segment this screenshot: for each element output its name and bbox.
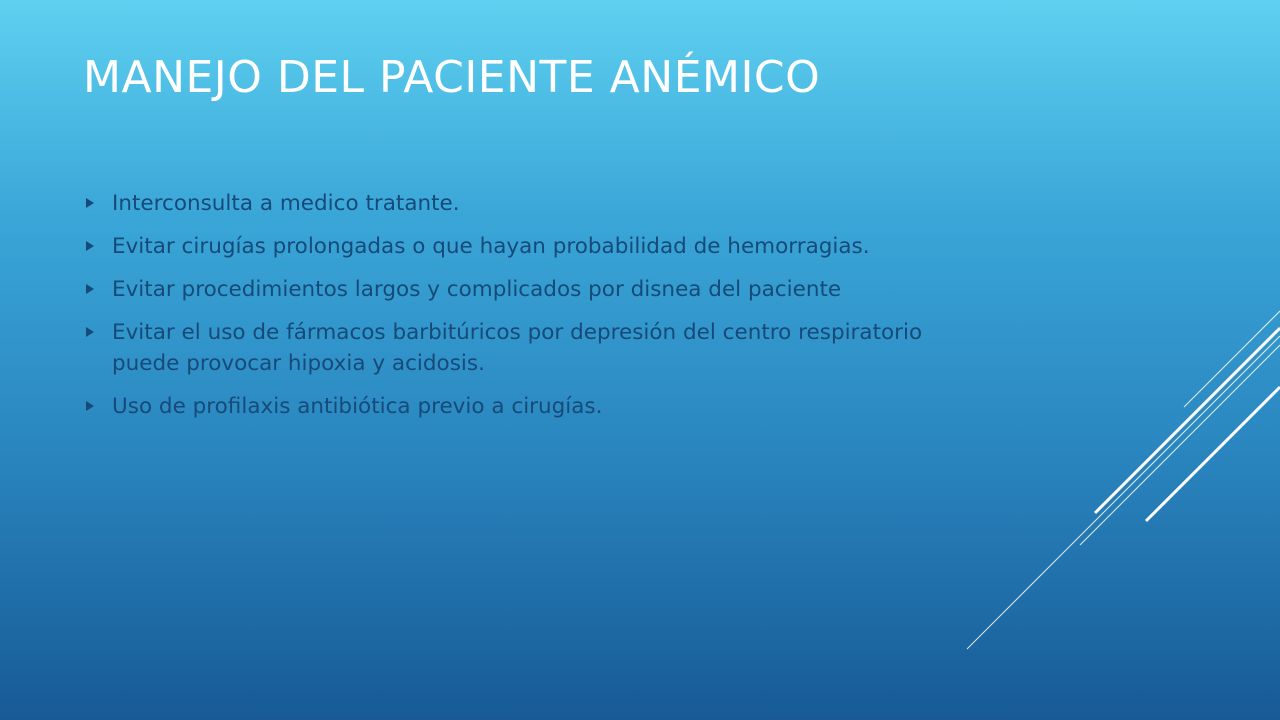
- decorative-line: [1184, 311, 1280, 407]
- triangle-right-icon: [86, 241, 94, 251]
- bullet-item: [84, 274, 944, 305]
- triangle-right-icon: [86, 198, 94, 208]
- bullet-text: Evitar cirugías prolongadas o que hayan probabilidad de hemorragias.: [112, 234, 870, 259]
- decorative-line: [1146, 387, 1280, 521]
- bullet-item: [84, 317, 944, 379]
- bullet-text: Evitar procedimientos largos y complicados por disnea del paciente: [112, 277, 842, 302]
- bullet-item: [84, 188, 944, 219]
- bullet-text: Interconsulta a medico tratante.: [112, 191, 460, 216]
- bullet-item: [84, 391, 944, 422]
- decorative-line: [967, 336, 1280, 649]
- slide-title: MANEJO DEL PACIENTE ANÉMICO: [83, 52, 821, 103]
- decorative-line: [1080, 345, 1280, 545]
- bullet-text: Evitar el uso de fármacos barbitúricos por depresión del centro respiratorio puede provocar hipoxia y acidosis.: [112, 320, 923, 376]
- bullet-text: Uso de profilaxis antibiótica previo a cirugías.: [112, 394, 603, 419]
- triangle-right-icon: [86, 327, 94, 337]
- bullet-list: [84, 188, 944, 434]
- bullet-item: [84, 231, 944, 262]
- triangle-right-icon: [86, 401, 94, 411]
- decorative-line: [1095, 328, 1280, 513]
- triangle-right-icon: [86, 284, 94, 294]
